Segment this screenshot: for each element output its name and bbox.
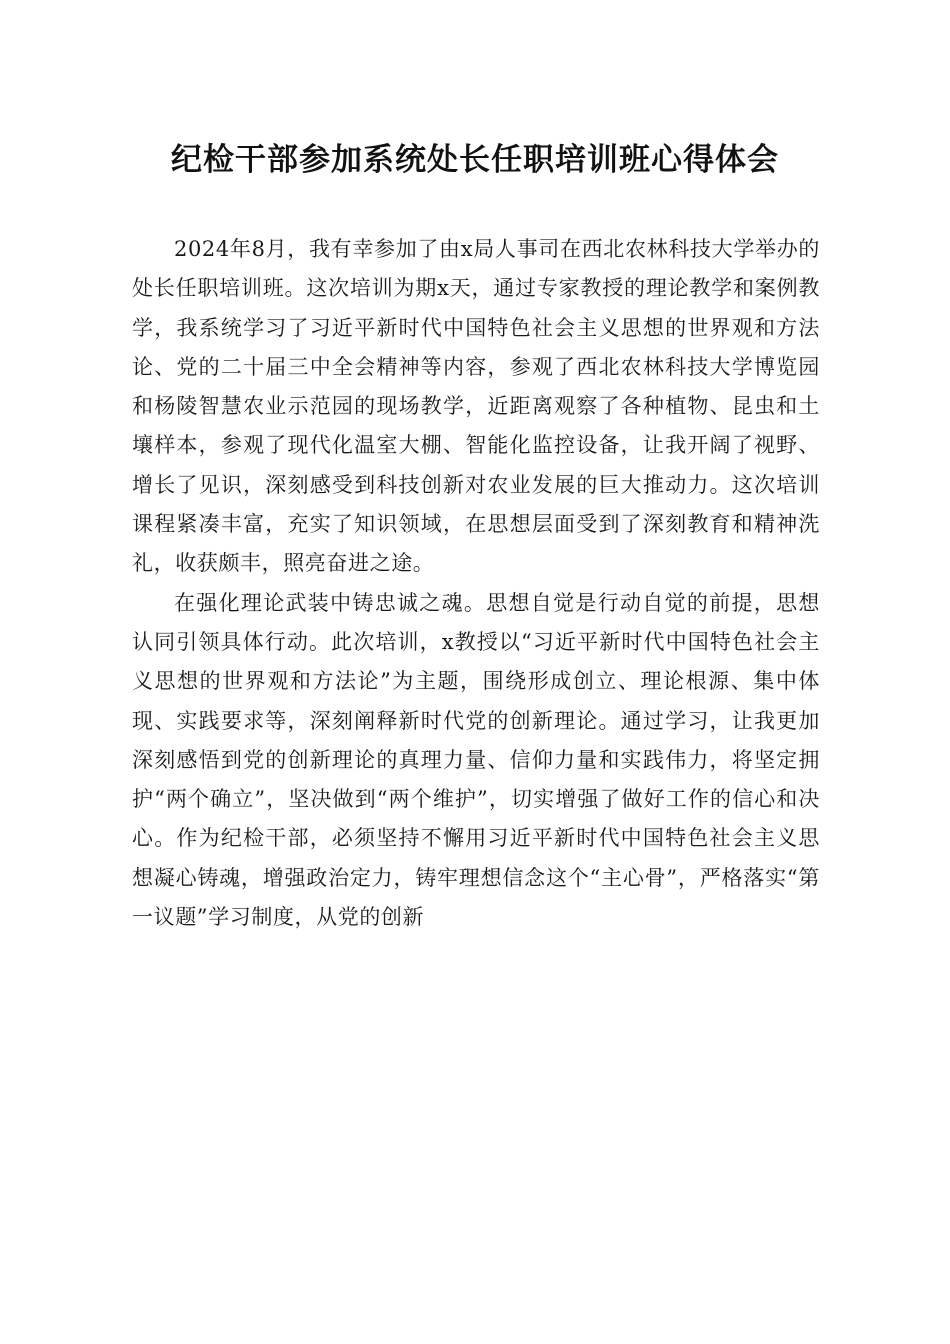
document-title: 纪检干部参加系统处长任职培训班心得体会: [171, 142, 779, 178]
paragraph-intro: 2024年8月，我有幸参加了由x局人事司在西北农林科技大学举办的处长任职培训班。这次培训为期x天，通过专家教授的理论教学和案例教学，我系统学习了习近平新时代中国特色社会主义思想的世界观和方法论、党的二十届三中全会精神等内容，参观了西北农林科技大学博览园和杨陵智慧农业示范园的现场教学，近距离观察了各种植物、昆虫和土壤样本，参观了现代化温室大棚、智能化监控设备，让我开阔了视野、增长了见识，深刻感受到科技创新对农业发展的巨大推动力。这次培训课程紧凑丰富，充实了知识领域，在思想层面受到了深刻教育和精神洗礼，收获颇丰，照亮奋进之途。: [132, 237, 820, 576]
document-body: [132, 230, 820, 937]
paragraph-theory: 在强化理论武装中铸忠诚之魂。思想自觉是行动自觉的前提，思想认同引领具体行动。此次培训，x教授以“习近平新时代中国特色社会主义思想的世界观和方法论”为主题，围绕形成创立、理论根源、集中体现、实践要求等，深刻阐释新时代党的创新理论。通过学习，让我更加深刻感悟到党的创新理论的真理力量、信仰力量和实践伟力，将坚定拥护“两个确立”，坚决做到“两个维护”，切实增强了做好工作的信心和决心。作为纪检干部，必须坚持不懈用习近平新时代中国特色社会主义思想凝心铸魂，增强政治定力，铸牢理想信念这个“主心骨”，严格落实“第一议题”学习制度，从党的创新: [132, 590, 820, 930]
